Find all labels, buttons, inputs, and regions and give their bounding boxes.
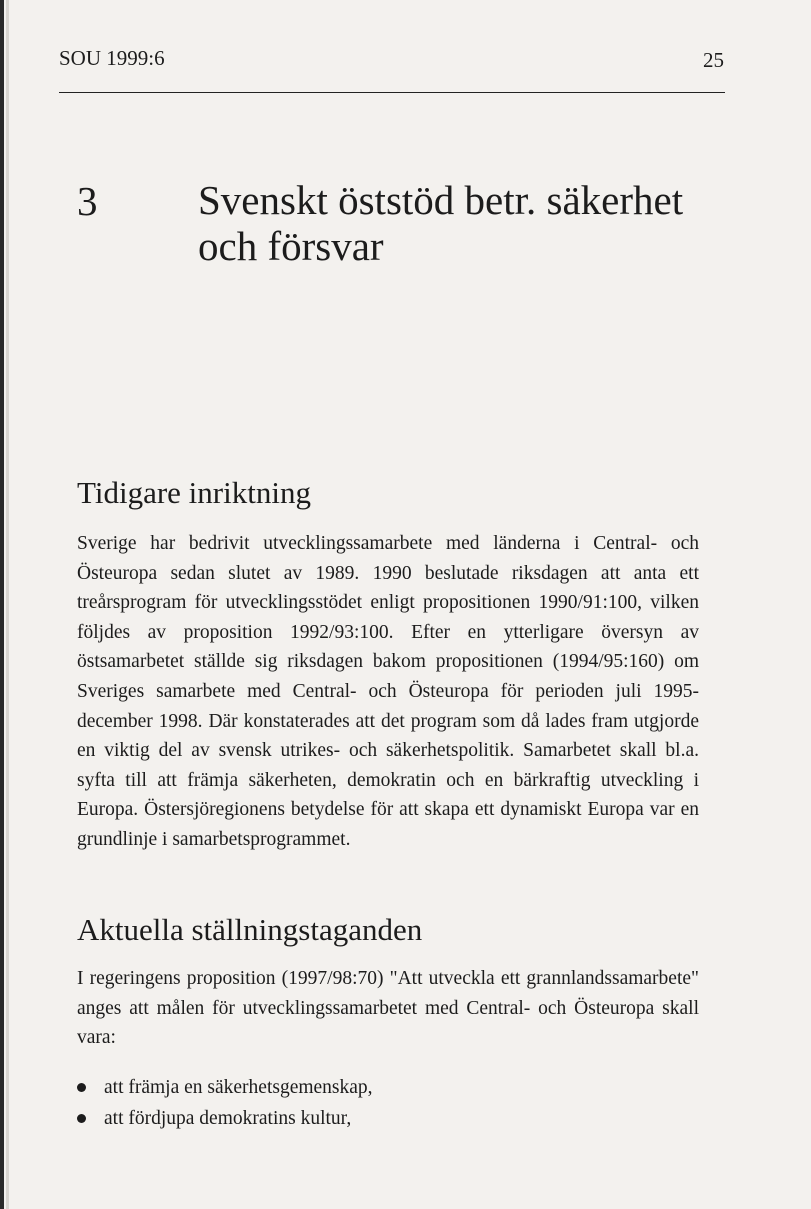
document-series: SOU 1999:6: [59, 46, 165, 70]
section-paragraph-tidigare: Sverige har bedrivit utvecklingssamarbete med länderna i Central- och Östeuropa sedan slutet av 1989. 1990 beslutade riksdagen att anta ett treårsprogram för utvecklingsstödet enligt propositionen 1990/91:100, vilken följdes av proposition 1992/93:100. Efter en ytterligare översyn av östsamarbetet ställde sig riksdagen bakom propositionen (1994/95:160) om Sveriges samarbete med Central- och Östeuropa för perioden juli 1995-december 1998. Där konstaterades att det program som då lades fram utgjorde en viktig del av svensk utrikes- och säkerhetspolitik. Samarbetet skall bl.a. syfta till att främja säkerheten, demokratin och en bärkraftig utveckling i Europa. Östersjöregionens betydelse för att skapa ett dynamiskt Europa var en grundlinje i samarbetsprogrammet.: [77, 533, 699, 850]
list-item-text: att fördjupa demokratins kultur,: [104, 1108, 352, 1129]
section-paragraph-aktuella: I regeringens proposition (1997/98:70) "Att utveckla ett grannlandssamarbete" anges att målen för utvecklingssamarbetet med Central- och Östeuropa skall vara:: [77, 968, 699, 1049]
page-number: 25: [703, 48, 724, 72]
section-heading-aktuella: Aktuella ställningstaganden: [77, 912, 423, 947]
section-heading-tidigare: Tidigare inriktning: [77, 475, 311, 510]
running-header: [59, 46, 724, 80]
list-item-text: att främja en säkerhetsgemenskap,: [104, 1077, 373, 1098]
page-edge-highlight: [6, 0, 9, 1209]
bullet-icon: [77, 1114, 86, 1123]
chapter-number: 3: [77, 178, 98, 224]
bullet-icon: [77, 1083, 86, 1092]
chapter-title-line-1: Svenskt öststöd betr. säkerhet: [198, 177, 684, 223]
list-item: [77, 1072, 699, 1103]
chapter-title-line-2: och försvar: [198, 223, 384, 269]
goal-list: [77, 1072, 699, 1134]
list-item: [77, 1103, 699, 1134]
page-edge-shadow: [0, 0, 4, 1209]
chapter-title: [198, 177, 718, 269]
header-rule: [59, 92, 725, 93]
